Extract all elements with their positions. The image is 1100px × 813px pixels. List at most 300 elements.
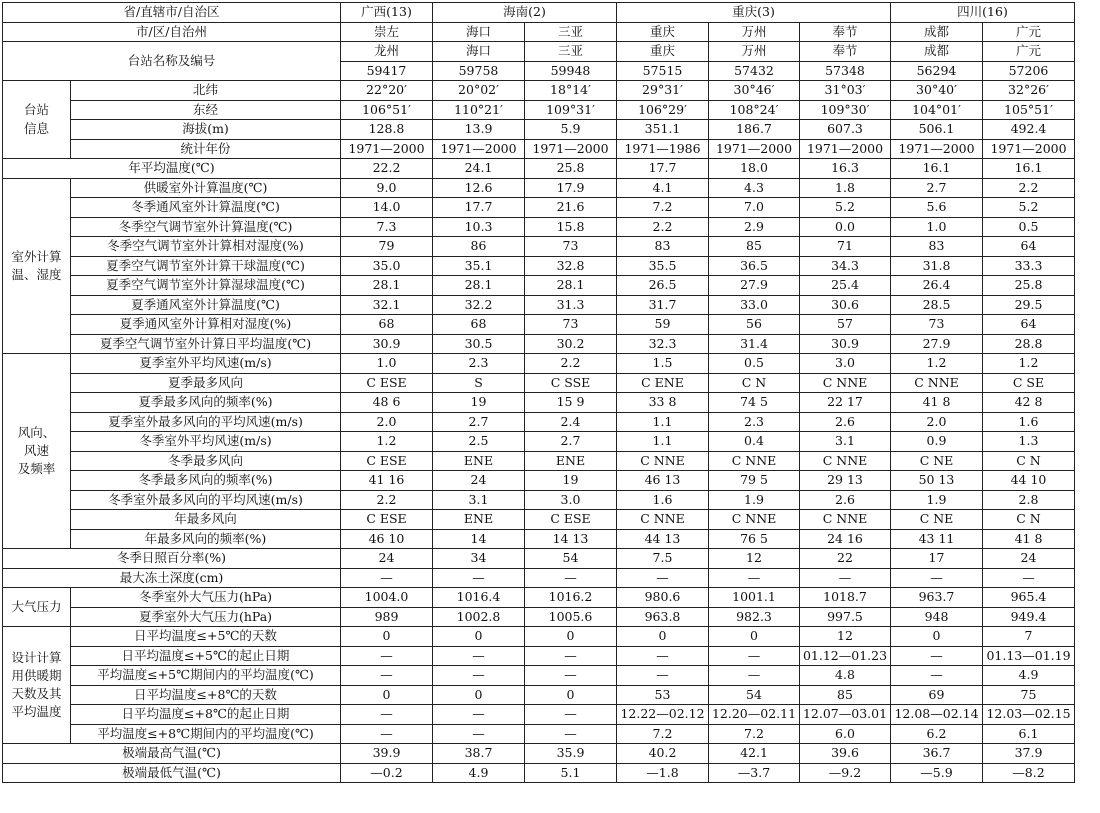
station-name: 三亚 <box>525 42 617 62</box>
station-code: 59758 <box>433 61 525 81</box>
value-cell: 79 5 <box>709 471 800 491</box>
value-cell: 2.6 <box>800 412 891 432</box>
table-row <box>3 100 1075 120</box>
table-row <box>3 256 1075 276</box>
value-cell: 5.2 <box>983 198 1075 218</box>
row-label: 夏季室外大气压力(hPa) <box>71 607 341 627</box>
value-cell: —5.9 <box>891 763 983 783</box>
value-cell: 28.8 <box>983 334 1075 354</box>
value-cell: 0 <box>525 685 617 705</box>
table-row <box>3 334 1075 354</box>
value-cell: C NNE <box>709 510 800 530</box>
value-cell: 4.1 <box>617 178 709 198</box>
row-label: 年最多风向 <box>71 510 341 530</box>
value-cell: 2.2 <box>341 490 433 510</box>
value-cell: 14 <box>433 529 525 549</box>
value-cell: 1971—1986 <box>617 139 709 159</box>
row-label: 日平均温度≤+5℃的天数 <box>71 627 341 647</box>
table-row <box>3 744 1075 764</box>
value-cell: 42 8 <box>983 393 1075 413</box>
value-cell: 29 13 <box>800 471 891 491</box>
value-cell: 33.0 <box>709 295 800 315</box>
value-cell: 30.2 <box>525 334 617 354</box>
value-cell: 30.9 <box>800 334 891 354</box>
value-cell: 186.7 <box>709 120 800 140</box>
row-label: 夏季最多风向的频率(%) <box>71 393 341 413</box>
group-label-line: 设计计算 <box>11 649 62 665</box>
station-code: 57515 <box>617 61 709 81</box>
value-cell: 963.7 <box>891 588 983 608</box>
value-cell: 54 <box>525 549 617 569</box>
table-row <box>3 217 1075 237</box>
value-cell: 01.12—01.23 <box>800 646 891 666</box>
group-label <box>3 588 71 627</box>
value-cell: —0.2 <box>341 763 433 783</box>
value-cell: 34.3 <box>800 256 891 276</box>
value-cell: 29°31′ <box>617 81 709 101</box>
row-label: 供暖室外计算温度(℃) <box>71 178 341 198</box>
value-cell: S <box>433 373 525 393</box>
row-label: 夏季室外最多风向的平均风速(m/s) <box>71 412 341 432</box>
row-label: 冬季室外大气压力(hPa) <box>71 588 341 608</box>
row-label: 冬季通风室外计算温度(℃) <box>71 198 341 218</box>
value-cell: 2.2 <box>525 354 617 374</box>
province-name: 重庆(3) <box>617 3 891 23</box>
value-cell: 44 10 <box>983 471 1075 491</box>
value-cell: 12.20—02.11 <box>709 705 800 725</box>
value-cell: 1.2 <box>891 354 983 374</box>
value-cell: 64 <box>983 315 1075 335</box>
value-cell: 3.0 <box>800 354 891 374</box>
value-cell: 22°20′ <box>341 81 433 101</box>
value-cell: 2.2 <box>983 178 1075 198</box>
value-cell: C NE <box>891 510 983 530</box>
value-cell: 19 <box>525 471 617 491</box>
group-label-line: 室外计算 <box>11 248 62 264</box>
table-row <box>3 627 1075 647</box>
value-cell: 73 <box>525 237 617 257</box>
value-cell: 21.6 <box>525 198 617 218</box>
value-cell: 6.0 <box>800 724 891 744</box>
value-cell: 1.5 <box>617 354 709 374</box>
value-cell: 109°30′ <box>800 100 891 120</box>
station-code: 59948 <box>525 61 617 81</box>
value-cell: — <box>800 568 891 588</box>
value-cell: 105°51′ <box>983 100 1075 120</box>
value-cell: 110°21′ <box>433 100 525 120</box>
value-cell: 12.07—03.01 <box>800 705 891 725</box>
value-cell: 22.2 <box>341 159 433 179</box>
value-cell: 3.1 <box>433 490 525 510</box>
row-label: 平均温度≤+5℃期间内的平均温度(℃) <box>71 666 341 686</box>
value-cell: 64 <box>983 237 1075 257</box>
value-cell: 31°03′ <box>800 81 891 101</box>
value-cell: 25.4 <box>800 276 891 296</box>
table-row <box>3 412 1075 432</box>
value-cell: — <box>617 666 709 686</box>
value-cell: 37.9 <box>983 744 1075 764</box>
row-label: 最大冻土深度(cm) <box>3 568 341 588</box>
value-cell: 1.9 <box>891 490 983 510</box>
value-cell: ENE <box>433 510 525 530</box>
value-cell: 24 16 <box>800 529 891 549</box>
value-cell: 43 11 <box>891 529 983 549</box>
value-cell: 30°46′ <box>709 81 800 101</box>
value-cell: 2.6 <box>800 490 891 510</box>
value-cell: 351.1 <box>617 120 709 140</box>
station-name: 龙州 <box>341 42 433 62</box>
value-cell: 0 <box>433 685 525 705</box>
group-label <box>3 627 71 744</box>
value-cell: 33 8 <box>617 393 709 413</box>
value-cell: 948 <box>891 607 983 627</box>
value-cell: 1.0 <box>891 217 983 237</box>
value-cell: 28.1 <box>525 276 617 296</box>
value-cell: 3.1 <box>800 432 891 452</box>
row-label: 夏季通风室外计算温度(℃) <box>71 295 341 315</box>
value-cell: 48 6 <box>341 393 433 413</box>
value-cell: C SE <box>983 373 1075 393</box>
value-cell: C ESE <box>341 510 433 530</box>
value-cell: C NNE <box>617 510 709 530</box>
table-row <box>3 237 1075 257</box>
value-cell: 997.5 <box>800 607 891 627</box>
value-cell: 607.3 <box>800 120 891 140</box>
group-label-line: 天数及其 <box>11 686 62 701</box>
value-cell: 40.2 <box>617 744 709 764</box>
value-cell: 1.6 <box>617 490 709 510</box>
value-cell: 0 <box>433 627 525 647</box>
value-cell: C N <box>709 373 800 393</box>
value-cell: 12 <box>709 549 800 569</box>
value-cell: 27.9 <box>891 334 983 354</box>
row-label: 年平均温度(℃) <box>3 159 341 179</box>
station-header-label: 台站名称及编号 <box>3 42 341 81</box>
province-header-label: 省/直辖市/自治区 <box>3 3 341 23</box>
city-name: 奉节 <box>800 22 891 42</box>
city-name: 广元 <box>983 22 1075 42</box>
value-cell: 1971—2000 <box>525 139 617 159</box>
value-cell: — <box>617 568 709 588</box>
row-label: 夏季最多风向 <box>71 373 341 393</box>
value-cell: 106°51′ <box>341 100 433 120</box>
value-cell: 12.6 <box>433 178 525 198</box>
row-label: 夏季通风室外计算相对湿度(%) <box>71 315 341 335</box>
value-cell: 76 5 <box>709 529 800 549</box>
value-cell: — <box>341 705 433 725</box>
table-row <box>3 724 1075 744</box>
value-cell: — <box>341 646 433 666</box>
value-cell: 16.1 <box>891 159 983 179</box>
value-cell: 83 <box>617 237 709 257</box>
value-cell: —9.2 <box>800 763 891 783</box>
value-cell: C ESE <box>341 451 433 471</box>
value-cell: 6.1 <box>983 724 1075 744</box>
table-row <box>3 588 1075 608</box>
value-cell: 1004.0 <box>341 588 433 608</box>
value-cell: 0.4 <box>709 432 800 452</box>
value-cell: 59 <box>617 315 709 335</box>
value-cell: 24 <box>433 471 525 491</box>
value-cell: ENE <box>525 451 617 471</box>
value-cell: 2.7 <box>525 432 617 452</box>
value-cell: 0.0 <box>800 217 891 237</box>
value-cell: 7.3 <box>341 217 433 237</box>
value-cell: 57 <box>800 315 891 335</box>
value-cell: 1971—2000 <box>709 139 800 159</box>
value-cell: — <box>433 646 525 666</box>
value-cell: 33.3 <box>983 256 1075 276</box>
value-cell: 2.0 <box>891 412 983 432</box>
value-cell: 1971—2000 <box>891 139 983 159</box>
value-cell: 32.2 <box>433 295 525 315</box>
value-cell: C ESE <box>525 510 617 530</box>
value-cell: C NNE <box>617 451 709 471</box>
value-cell: 68 <box>341 315 433 335</box>
value-cell: 13.9 <box>433 120 525 140</box>
table-row <box>3 607 1075 627</box>
table-row <box>3 276 1075 296</box>
value-cell: 2.0 <box>341 412 433 432</box>
value-cell: 32.1 <box>341 295 433 315</box>
value-cell: — <box>709 646 800 666</box>
table-row <box>3 159 1075 179</box>
station-name: 广元 <box>983 42 1075 62</box>
value-cell: 83 <box>891 237 983 257</box>
row-label: 海拔(m) <box>71 120 341 140</box>
value-cell: 28.1 <box>433 276 525 296</box>
value-cell: 34 <box>433 549 525 569</box>
value-cell: 0.9 <box>891 432 983 452</box>
value-cell: C ESE <box>341 373 433 393</box>
value-cell: 25.8 <box>983 276 1075 296</box>
row-label: 日平均温度≤+8℃的天数 <box>71 685 341 705</box>
value-cell: 16.3 <box>800 159 891 179</box>
table-row <box>3 568 1075 588</box>
value-cell: 1.2 <box>983 354 1075 374</box>
value-cell: 31.3 <box>525 295 617 315</box>
row-label: 冬季室外平均风速(m/s) <box>71 432 341 452</box>
value-cell: 69 <box>891 685 983 705</box>
station-code: 59417 <box>341 61 433 81</box>
value-cell: — <box>433 705 525 725</box>
value-cell: — <box>525 724 617 744</box>
value-cell: — <box>525 666 617 686</box>
value-cell: 1971—2000 <box>800 139 891 159</box>
value-cell: 492.4 <box>983 120 1075 140</box>
station-name: 重庆 <box>617 42 709 62</box>
value-cell: 73 <box>891 315 983 335</box>
value-cell: 73 <box>525 315 617 335</box>
table-row <box>3 178 1075 198</box>
value-cell: 5.2 <box>800 198 891 218</box>
value-cell: 25.8 <box>525 159 617 179</box>
value-cell: 0.5 <box>709 354 800 374</box>
value-cell: — <box>341 666 433 686</box>
value-cell: —1.8 <box>617 763 709 783</box>
city-name: 三亚 <box>525 22 617 42</box>
value-cell: 14 13 <box>525 529 617 549</box>
value-cell: 26.4 <box>891 276 983 296</box>
value-cell: 5.1 <box>525 763 617 783</box>
value-cell: 3.0 <box>525 490 617 510</box>
province-name: 海南(2) <box>433 3 617 23</box>
value-cell: 27.9 <box>709 276 800 296</box>
row-label: 夏季空气调节室外计算湿球温度(℃) <box>71 276 341 296</box>
value-cell: 1.1 <box>617 412 709 432</box>
value-cell: 7.0 <box>709 198 800 218</box>
value-cell: 1971—2000 <box>433 139 525 159</box>
group-label <box>3 354 71 549</box>
row-label: 冬季室外最多风向的平均风速(m/s) <box>71 490 341 510</box>
value-cell: 4.9 <box>433 763 525 783</box>
value-cell: 50 13 <box>891 471 983 491</box>
station-name: 成都 <box>891 42 983 62</box>
row-label: 平均温度≤+8℃期间内的平均温度(℃) <box>71 724 341 744</box>
value-cell: 982.3 <box>709 607 800 627</box>
row-label: 夏季空气调节室外计算日平均温度(℃) <box>71 334 341 354</box>
value-cell: 68 <box>433 315 525 335</box>
row-label: 年最多风向的频率(%) <box>71 529 341 549</box>
value-cell: 41 8 <box>891 393 983 413</box>
value-cell: 53 <box>617 685 709 705</box>
table-row <box>3 451 1075 471</box>
value-cell: 56 <box>709 315 800 335</box>
value-cell: 29.5 <box>983 295 1075 315</box>
value-cell: 1971—2000 <box>341 139 433 159</box>
value-cell: 2.4 <box>525 412 617 432</box>
station-code: 57348 <box>800 61 891 81</box>
row-label: 冬季空气调节室外计算温度(℃) <box>71 217 341 237</box>
row-label: 冬季空气调节室外计算相对湿度(%) <box>71 237 341 257</box>
province-name: 广西(13) <box>341 3 433 23</box>
value-cell: 104°01′ <box>891 100 983 120</box>
value-cell: 0 <box>341 627 433 647</box>
table-row <box>3 666 1075 686</box>
value-cell: 1018.7 <box>800 588 891 608</box>
value-cell: — <box>341 724 433 744</box>
value-cell: — <box>891 666 983 686</box>
value-cell: 44 13 <box>617 529 709 549</box>
value-cell: 41 8 <box>983 529 1075 549</box>
value-cell: 36.5 <box>709 256 800 276</box>
value-cell: 1.9 <box>709 490 800 510</box>
city-name: 海口 <box>433 22 525 42</box>
value-cell: C NNE <box>800 451 891 471</box>
station-name: 万州 <box>709 42 800 62</box>
value-cell: 1.3 <box>983 432 1075 452</box>
province-name: 四川(16) <box>891 3 1075 23</box>
table-row <box>3 295 1075 315</box>
value-cell: 7.2 <box>617 198 709 218</box>
value-cell: 1016.2 <box>525 588 617 608</box>
value-cell: 0 <box>617 627 709 647</box>
row-label: 东经 <box>71 100 341 120</box>
row-label: 冬季最多风向的频率(%) <box>71 471 341 491</box>
group-label-line: 风速 <box>23 442 49 458</box>
value-cell: 2.7 <box>891 178 983 198</box>
value-cell: 18°14′ <box>525 81 617 101</box>
value-cell: 35.9 <box>525 744 617 764</box>
table-row <box>3 198 1075 218</box>
table-row <box>3 705 1075 725</box>
value-cell: C N <box>983 451 1075 471</box>
value-cell: 30.6 <box>800 295 891 315</box>
value-cell: C SSE <box>525 373 617 393</box>
value-cell: 35.1 <box>433 256 525 276</box>
value-cell: — <box>433 724 525 744</box>
value-cell: —3.7 <box>709 763 800 783</box>
city-name: 崇左 <box>341 22 433 42</box>
value-cell: 2.3 <box>709 412 800 432</box>
value-cell: 1002.8 <box>433 607 525 627</box>
value-cell: 989 <box>341 607 433 627</box>
table-row <box>3 763 1075 783</box>
value-cell: 20°02′ <box>433 81 525 101</box>
table-row <box>3 685 1075 705</box>
table-row <box>3 471 1075 491</box>
value-cell: 35.0 <box>341 256 433 276</box>
value-cell: — <box>525 646 617 666</box>
value-cell: ENE <box>433 451 525 471</box>
value-cell: 74 5 <box>709 393 800 413</box>
value-cell: 0 <box>891 627 983 647</box>
table-row <box>3 529 1075 549</box>
value-cell: 2.2 <box>617 217 709 237</box>
value-cell: 980.6 <box>617 588 709 608</box>
value-cell: 1016.4 <box>433 588 525 608</box>
group-label-line: 大气压力 <box>11 598 62 614</box>
value-cell: C ENE <box>617 373 709 393</box>
value-cell: 26.5 <box>617 276 709 296</box>
value-cell: 24 <box>983 549 1075 569</box>
value-cell: 22 <box>800 549 891 569</box>
value-cell: 949.4 <box>983 607 1075 627</box>
header-station-row <box>3 42 1075 62</box>
value-cell: 31.4 <box>709 334 800 354</box>
value-cell: — <box>891 646 983 666</box>
value-cell: — <box>433 568 525 588</box>
value-cell: 75 <box>983 685 1075 705</box>
value-cell: 2.8 <box>983 490 1075 510</box>
table-row <box>3 646 1075 666</box>
value-cell: 506.1 <box>891 120 983 140</box>
value-cell: 54 <box>709 685 800 705</box>
group-label <box>3 178 71 354</box>
value-cell: 1971—2000 <box>983 139 1075 159</box>
value-cell: — <box>709 666 800 686</box>
climate-data-table <box>2 2 1075 783</box>
station-name: 奉节 <box>800 42 891 62</box>
value-cell: 7.2 <box>617 724 709 744</box>
value-cell: C NNE <box>800 373 891 393</box>
value-cell: 31.7 <box>617 295 709 315</box>
table-row <box>3 393 1075 413</box>
row-label: 日平均温度≤+8℃的起止日期 <box>71 705 341 725</box>
value-cell: 2.7 <box>433 412 525 432</box>
value-cell: 6.2 <box>891 724 983 744</box>
value-cell: 108°24′ <box>709 100 800 120</box>
value-cell: 17 <box>891 549 983 569</box>
value-cell: 22 17 <box>800 393 891 413</box>
table-row <box>3 432 1075 452</box>
value-cell: 0 <box>525 627 617 647</box>
value-cell: 85 <box>709 237 800 257</box>
value-cell: 1.8 <box>800 178 891 198</box>
value-cell: 71 <box>800 237 891 257</box>
value-cell: 1005.6 <box>525 607 617 627</box>
value-cell: 85 <box>800 685 891 705</box>
